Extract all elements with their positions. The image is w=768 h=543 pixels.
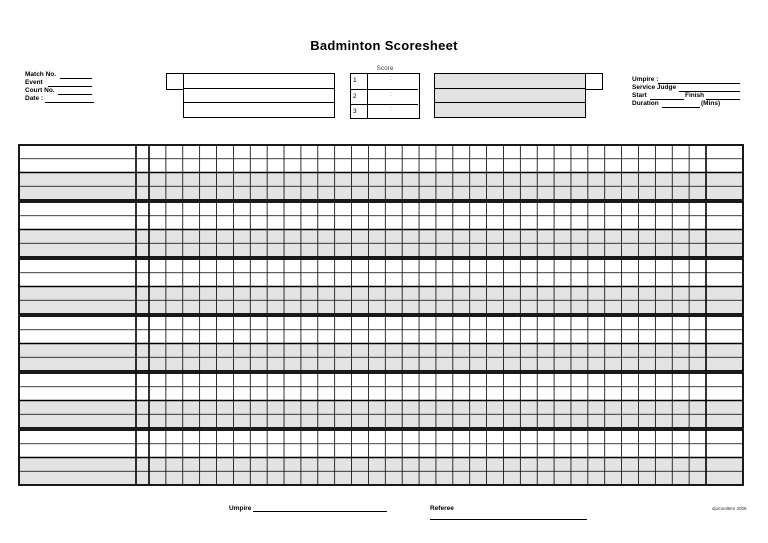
grid-row[interactable] <box>19 243 743 257</box>
score-colon: : <box>390 92 392 98</box>
duration-label: Duration <box>632 100 659 107</box>
page-title: Badminton Scoresheet <box>310 38 458 53</box>
score-block <box>19 202 743 257</box>
score-block <box>19 259 743 314</box>
score-colon: : <box>390 76 392 82</box>
grid-row[interactable] <box>19 273 743 287</box>
grid-row[interactable] <box>19 401 743 415</box>
grid-row[interactable] <box>19 357 743 371</box>
grid-row[interactable] <box>19 173 743 187</box>
grid-row[interactable] <box>19 259 743 273</box>
credit-text: djomnaltem 2009 <box>712 506 747 511</box>
grid-row[interactable] <box>19 145 743 159</box>
umpire-label: Umpire : <box>632 76 659 83</box>
grid-row[interactable] <box>19 344 743 358</box>
score-colon: : <box>390 107 392 113</box>
grid-row[interactable] <box>19 444 743 458</box>
grid-row[interactable] <box>19 414 743 428</box>
match-no-label: Match No. <box>25 71 57 78</box>
court-no-label: Court No. <box>25 87 55 94</box>
mins-label: (Mins) <box>701 100 721 107</box>
grid-row[interactable] <box>19 430 743 444</box>
grid-row[interactable] <box>19 373 743 387</box>
score-block <box>19 145 743 200</box>
footer-referee-line[interactable] <box>430 519 587 520</box>
grid-row[interactable] <box>19 287 743 301</box>
score-label: Score <box>376 65 394 72</box>
grid-row[interactable] <box>19 458 743 472</box>
game-number: 3 <box>353 108 357 115</box>
grid-row[interactable] <box>19 471 743 485</box>
footer-umpire-label: Umpire <box>229 505 252 512</box>
grid-row[interactable] <box>19 316 743 330</box>
grid-row[interactable] <box>19 159 743 173</box>
date-label: Date : <box>25 95 44 102</box>
start-label: Start <box>632 92 647 99</box>
score-block <box>19 373 743 428</box>
game-number: 2 <box>353 93 357 100</box>
footer-referee-label: Referee <box>430 505 454 512</box>
event-label: Event <box>25 79 43 86</box>
score-block <box>19 316 743 371</box>
grid-row[interactable] <box>19 300 743 314</box>
grid-row[interactable] <box>19 330 743 344</box>
grid-row[interactable] <box>19 230 743 244</box>
finish-label: Finish <box>685 92 705 99</box>
footer-umpire-line[interactable] <box>253 511 387 512</box>
grid-row[interactable] <box>19 186 743 200</box>
score-block <box>19 430 743 485</box>
grid-row[interactable] <box>19 216 743 230</box>
grid-row[interactable] <box>19 202 743 216</box>
game-number: 1 <box>353 77 357 84</box>
service-judge-label: Service Judge <box>632 84 677 91</box>
grid-row[interactable] <box>19 387 743 401</box>
